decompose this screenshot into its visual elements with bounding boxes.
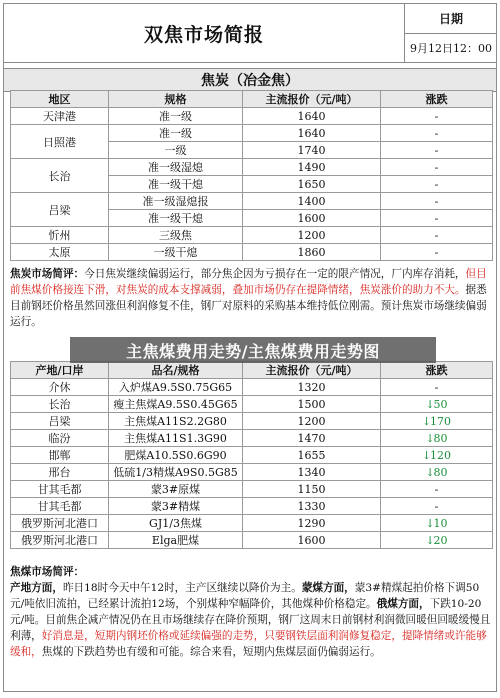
table-row: [11, 532, 493, 549]
column-header-change: 涨跌: [381, 91, 493, 108]
spec-cell: 三级焦: [109, 227, 243, 244]
page-title: 双焦市场简报: [143, 23, 264, 46]
comment-text: 蒙3#精煤起拍价格下调50元/吨依旧流拍，已经累计流拍12场，个别煤种窄幅降价，其他煤种价格稳定。: [10, 582, 480, 610]
table-header-row: [11, 91, 493, 108]
region-cell: 忻州: [11, 227, 109, 244]
region-cell: 俄罗斯河北港口: [11, 515, 109, 532]
price-cell: 1490: [243, 159, 381, 176]
price-cell: 1640: [243, 125, 381, 142]
region-cell: 日照港: [11, 125, 109, 159]
date-box: [404, 4, 497, 62]
column-header-price: 主流报价（元/吨）: [243, 362, 381, 379]
change-cell: -: [381, 244, 493, 261]
price-cell: 1470: [243, 430, 381, 447]
comment-label: 焦炭市场简评：: [10, 268, 85, 280]
spec-cell: 准一级湿熄报: [109, 193, 243, 210]
comment-text: 昨日18时今天中午12时，主产区继续以降价为主。: [62, 582, 302, 594]
table-row: [11, 481, 493, 498]
column-header-change: 涨跌: [381, 362, 493, 379]
spec-cell: 主焦煤A11S1.3G90: [109, 430, 243, 447]
spec-cell: 一级: [109, 142, 243, 159]
coking-coal-price-table: [10, 361, 493, 549]
table-row: [11, 379, 493, 396]
price-cell: 1400: [243, 193, 381, 210]
table-row: [11, 413, 493, 430]
table-row: [11, 108, 493, 125]
change-value: 10: [433, 516, 448, 530]
coking-coal-market-comment: [10, 564, 492, 660]
down-arrow-icon: ↓: [425, 465, 435, 479]
change-value: 20: [433, 533, 448, 547]
change-cell: -: [381, 125, 493, 142]
spec-cell: 一级干熄: [109, 244, 243, 261]
change-value: 80: [433, 431, 448, 445]
region-cell: 介休: [11, 379, 109, 396]
comment-highlight: 但目前焦煤价格接连下滑，对焦炭的成本支撑减弱，叠加市场仍存在提降情绪，焦炭涨价的助力不大。: [10, 268, 487, 296]
column-header-product: 品名/规格: [109, 362, 243, 379]
comment-highlight: 好消息是，短期内钢坯价格或延续偏强的走势，只要钢铁层面利润修复稳定，提降情绪或许能够缓和，: [10, 630, 487, 658]
price-cell: 1600: [243, 210, 381, 227]
spec-cell: 入炉煤A9.5S0.75G65: [109, 379, 243, 396]
comment-text: 下跌10-20元/吨。目前焦企减产情况仍在且市场继续存在降价预期，钢厂这周末日前钢材利润微回暖但回暖缓慢且利薄，: [10, 598, 491, 642]
price-cell: 1150: [243, 481, 381, 498]
price-cell: 1320: [243, 379, 381, 396]
price-cell: 1650: [243, 176, 381, 193]
coke-market-comment: [10, 266, 492, 330]
table-row: [11, 244, 493, 261]
change-cell: -: [381, 498, 493, 515]
date-label: 日期: [405, 4, 497, 34]
down-arrow-icon: ↓: [425, 533, 435, 547]
date-value: 9月12日12：00: [410, 42, 492, 55]
region-cell: 邢台: [11, 464, 109, 481]
table-row: [11, 515, 493, 532]
spec-cell: 准一级湿熄: [109, 159, 243, 176]
column-header-origin: 产地/口岸: [11, 362, 109, 379]
region-cell: 邯郸: [11, 447, 109, 464]
price-cell: 1740: [243, 142, 381, 159]
down-arrow-icon: ↓: [425, 397, 435, 411]
table-row: [11, 227, 493, 244]
comment-text: 今日焦炭继续偏弱运行，部分焦企因为亏损存在一定的限产情况，厂内库存消耗，: [84, 268, 466, 280]
price-cell: 1640: [243, 108, 381, 125]
price-cell: 1500: [243, 396, 381, 413]
spec-cell: 准一级干熄: [109, 176, 243, 193]
change-value: 80: [433, 465, 448, 479]
overlay-banner: 主焦煤费用走势/主焦煤费用走势图: [70, 337, 436, 363]
origin-label: 产地方面，: [10, 582, 63, 594]
table-row: [11, 159, 493, 176]
change-value: 50: [433, 397, 448, 411]
change-cell: -: [381, 159, 493, 176]
change-cell: -: [381, 142, 493, 159]
change-value: 170: [430, 414, 451, 428]
column-header-spec: 规格: [109, 91, 243, 108]
coke-section-title: 焦炭（冶金焦）: [4, 68, 496, 92]
table-row: [11, 447, 493, 464]
region-cell: 长治: [11, 159, 109, 193]
spec-cell: Elga肥煤: [109, 532, 243, 549]
down-arrow-icon: ↓: [425, 516, 435, 530]
price-cell: 1200: [243, 227, 381, 244]
down-arrow-icon: ↓: [425, 431, 435, 445]
region-cell: 临汾: [11, 430, 109, 447]
price-cell: 1600: [243, 532, 381, 549]
report-page: [3, 3, 497, 692]
region-cell: 吕梁: [11, 193, 109, 227]
region-cell: 长治: [11, 396, 109, 413]
region-cell: 太原: [11, 244, 109, 261]
price-cell: 1200: [243, 413, 381, 430]
column-header-price: 主流报价（元/吨）: [243, 91, 381, 108]
spec-cell: 主焦煤A11S2.2G80: [109, 413, 243, 430]
price-cell: 1860: [243, 244, 381, 261]
spec-cell: 蒙3#原煤: [109, 481, 243, 498]
russian-coal-label: 俄煤方面，: [376, 598, 430, 610]
change-cell: [381, 447, 493, 464]
down-arrow-icon: ↓: [422, 448, 432, 462]
change-cell: [381, 413, 493, 430]
change-cell: [381, 464, 493, 481]
table-row: [11, 464, 493, 481]
coke-price-table: [10, 90, 493, 261]
change-cell: -: [381, 481, 493, 498]
spec-cell: 瘦主焦煤A9.5S0.45G65: [109, 396, 243, 413]
comment-label: 焦煤市场简评：: [10, 566, 85, 578]
spec-cell: 低硫1/3精煤A9S0.5G85: [109, 464, 243, 481]
change-cell: -: [381, 193, 493, 210]
change-cell: -: [381, 227, 493, 244]
region-cell: 甘其毛都: [11, 481, 109, 498]
table-row: [11, 193, 493, 210]
comment-text: 焦煤的下跌趋势也有缓和可能。综合来看，短期内焦煤层面仍偏弱运行。: [41, 646, 381, 658]
price-cell: 1655: [243, 447, 381, 464]
change-cell: [381, 532, 493, 549]
price-cell: 1330: [243, 498, 381, 515]
region-cell: 俄罗斯河北港口: [11, 532, 109, 549]
table-row: [11, 498, 493, 515]
spec-cell: 肥煤A10.5S0.6G90: [109, 447, 243, 464]
table-row: [11, 396, 493, 413]
spec-cell: 准一级干熄: [109, 210, 243, 227]
change-cell: -: [381, 210, 493, 227]
table-row: [11, 430, 493, 447]
spec-cell: 蒙3#精煤: [109, 498, 243, 515]
down-arrow-icon: ↓: [422, 414, 432, 428]
comment-text: 据悉目前钢坯价格虽然回涨但利润修复不佳，钢厂对原料的采购基本维持低位刚需。预计焦炭市场继续偏弱运行。: [10, 284, 487, 328]
region-cell: 吕梁: [11, 413, 109, 430]
change-cell: [381, 430, 493, 447]
region-cell: 甘其毛都: [11, 498, 109, 515]
price-cell: 1290: [243, 515, 381, 532]
spec-cell: 准一级: [109, 125, 243, 142]
spec-cell: GJ1/3焦煤: [109, 515, 243, 532]
spec-cell: 准一级: [109, 108, 243, 125]
mongolian-coal-label: 蒙煤方面，: [301, 582, 355, 594]
change-cell: [381, 515, 493, 532]
change-value: 120: [430, 448, 451, 462]
change-cell: -: [381, 108, 493, 125]
change-cell: [381, 396, 493, 413]
price-cell: 1340: [243, 464, 381, 481]
region-cell: 天津港: [11, 108, 109, 125]
table-header-row: [11, 362, 493, 379]
change-cell: -: [381, 379, 493, 396]
table-row: [11, 125, 493, 142]
change-cell: -: [381, 176, 493, 193]
column-header-region: 地区: [11, 91, 109, 108]
report-header: [4, 4, 496, 63]
